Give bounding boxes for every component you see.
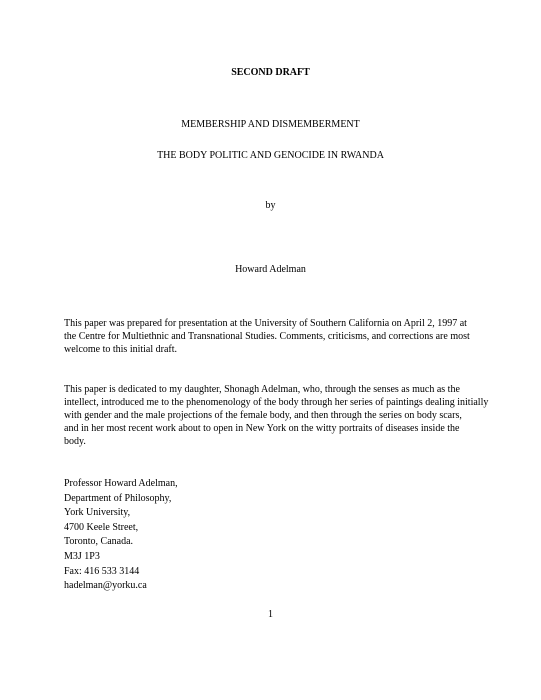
email-address: hadelman@yorku.ca (64, 580, 147, 592)
page-number: 1 (268, 609, 273, 620)
author-address-block (64, 477, 178, 594)
paragraph-line: This paper was prepared for presentation at the University of Southern California on April 2, 1997 at (64, 318, 467, 329)
paragraph-line: intellect, introduced me to the phenomenology of the body through her series of paintings dealing initially (64, 397, 489, 408)
address-line: 4700 Keele Street, (64, 521, 139, 533)
dedication-paragraph (64, 383, 489, 448)
paragraph-line: welcome to this initial draft. (64, 344, 178, 355)
address-line: Toronto, Canada. (64, 536, 134, 548)
paragraph-line: the Centre for Multiethnic and Transnational Studies. Comments, criticisms, and corrections are most (64, 331, 470, 342)
paragraph-line: body. (64, 436, 86, 447)
address-line: York University, (64, 507, 131, 519)
address-line: Professor Howard Adelman, (64, 478, 178, 489)
byline-by: by (265, 200, 276, 211)
address-line: Department of Philosophy, (64, 492, 172, 504)
draft-label: SECOND DRAFT (231, 67, 310, 78)
presentation-note-paragraph (64, 317, 484, 356)
paragraph-line: This paper is dedicated to my daughter, Shonagh Adelman, who, through the senses as much as the (64, 384, 460, 395)
author-name: Howard Adelman (235, 264, 306, 275)
title-line-1: MEMBERSHIP AND DISMEMBERMENT (181, 119, 360, 130)
address-line: M3J 1P3 (64, 550, 100, 562)
title-line-2: THE BODY POLITIC AND GENOCIDE IN RWANDA (157, 150, 384, 161)
paragraph-line: with gender and the male projections of the female body, and then through the series on body scars, (64, 410, 462, 421)
paragraph-line: and in her most recent work about to open in New York on the witty portraits of diseases inside the (64, 423, 460, 434)
address-line: Fax: 416 533 3144 (64, 565, 140, 577)
